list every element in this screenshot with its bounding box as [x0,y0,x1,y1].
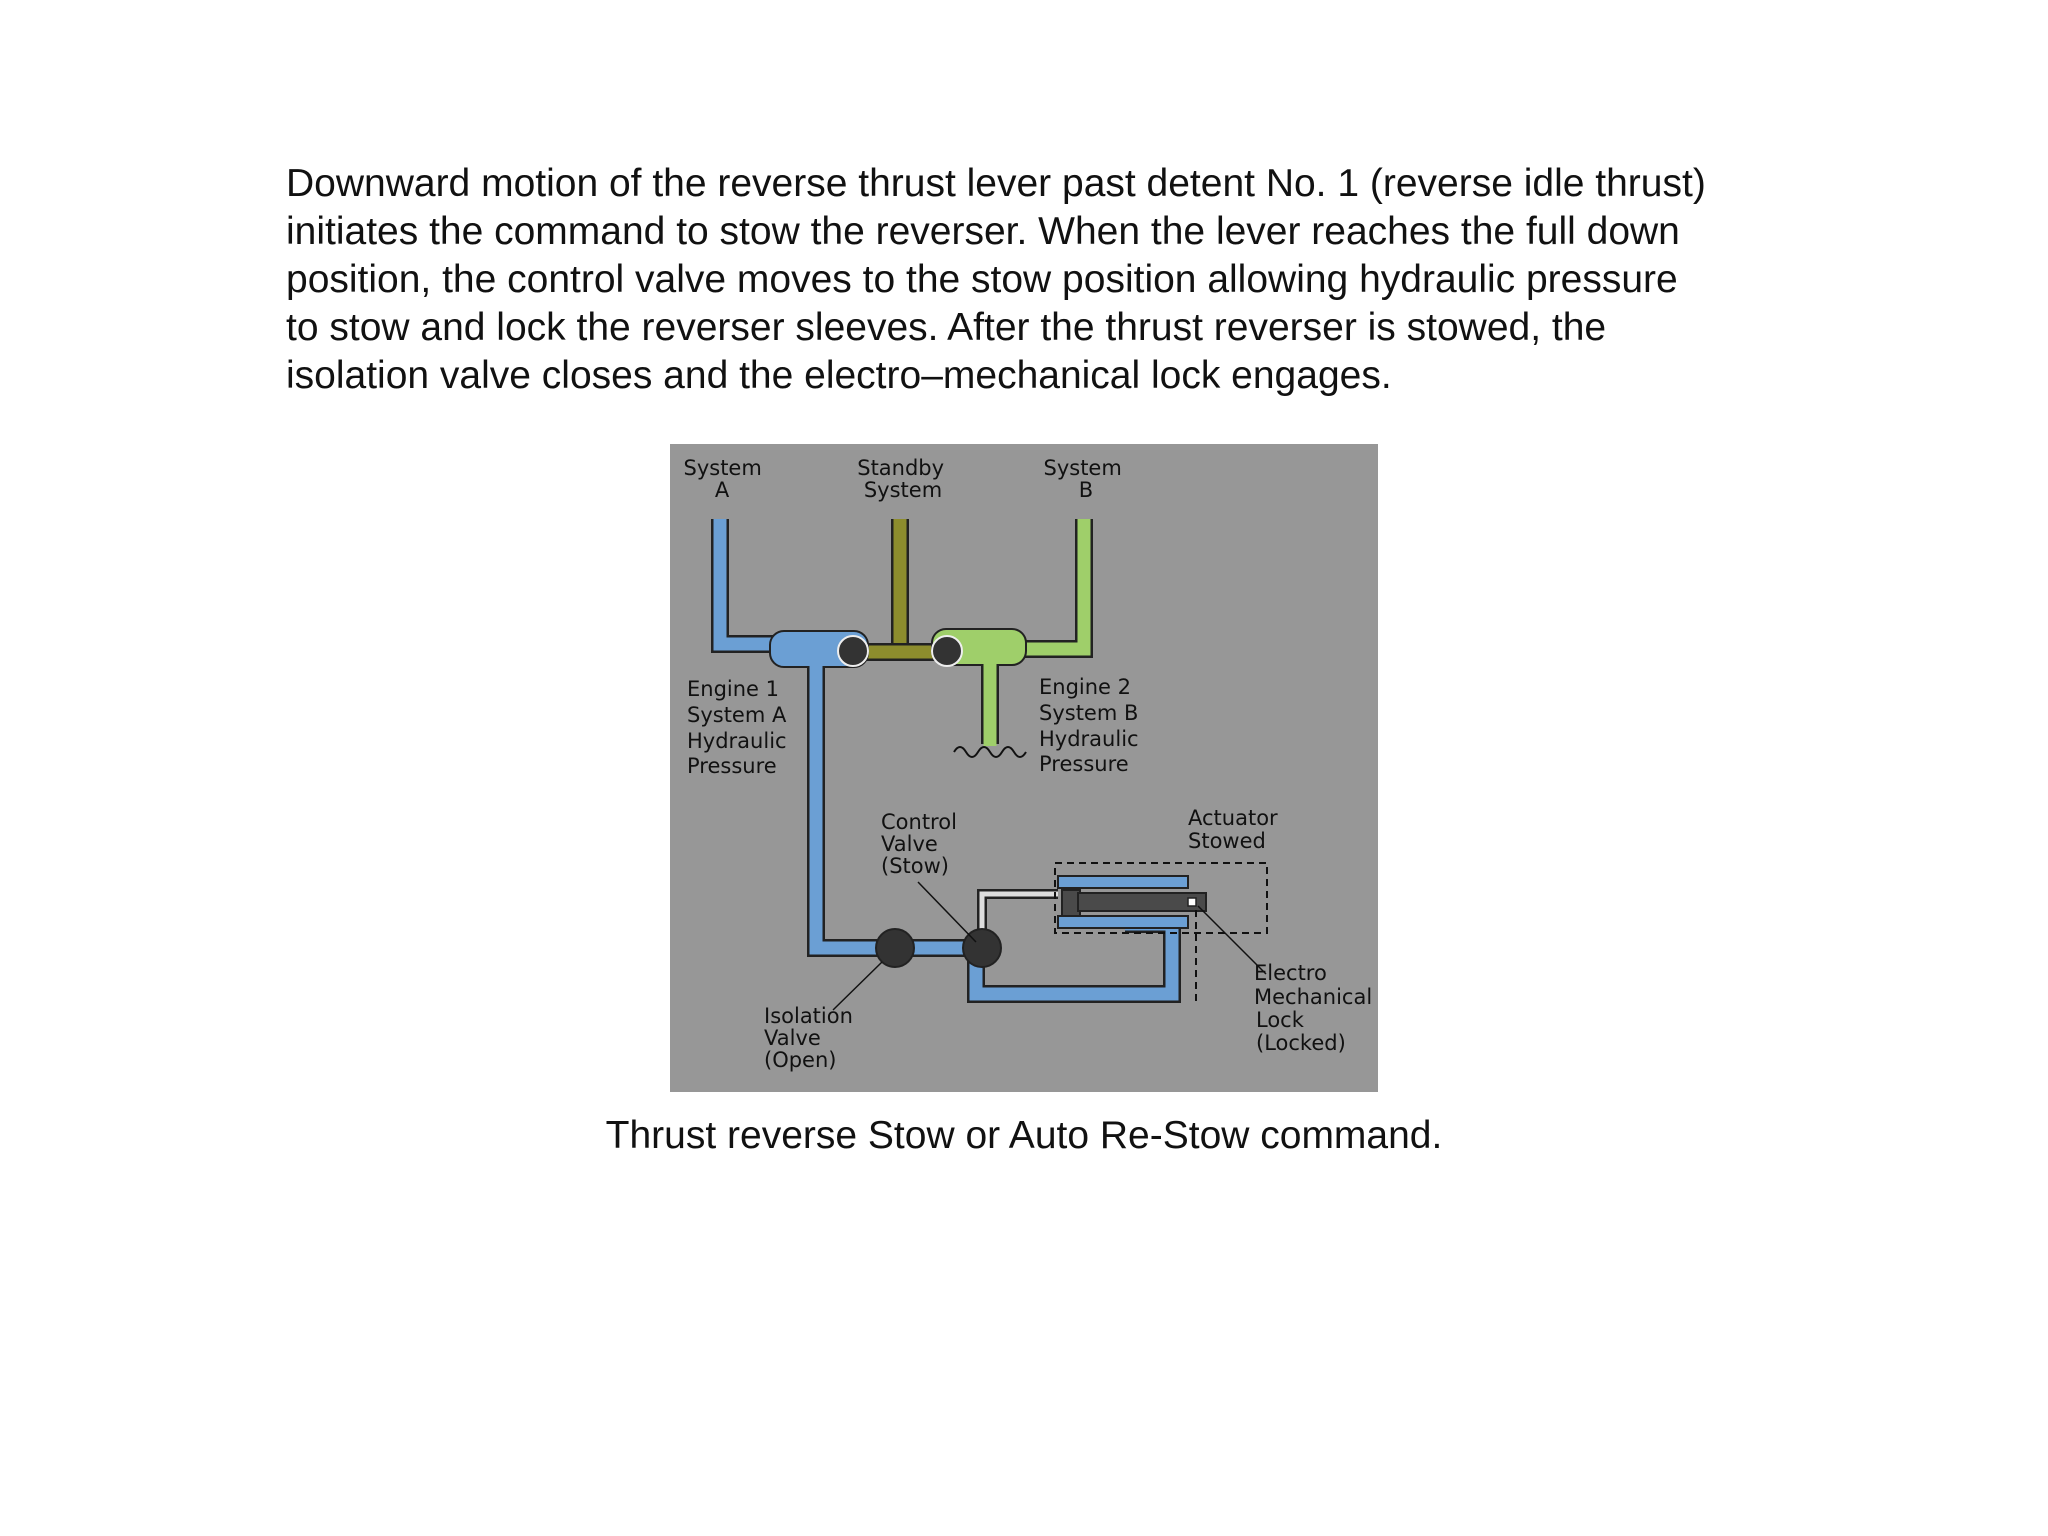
label-control-valve: Control Valve (Stow) [881,810,957,878]
figure-caption: Thrust reverse Stow or Auto Re-Stow command. [605,1114,1443,1157]
label-system-b: System B [1043,456,1122,502]
hydraulic-diagram-svg [670,444,1378,1092]
label-engine1: Engine 1 System A Hydraulic Pressure [687,677,787,778]
label-standby-system: Standby System [857,456,945,502]
label-isolation-valve: Isolation Valve (Open) [764,1004,853,1072]
paragraph-line: isolation valve closes and the electro–mechanical lock engages. [286,354,1392,397]
label-engine2: Engine 2 System B Hydraulic Pressure [1039,675,1139,776]
description-paragraph [286,160,1786,400]
paragraph-line: position, the control valve moves to the stow position allowing hydraulic pressure [286,258,1678,301]
paragraph-line: initiates the command to stow the reverser. When the lever reaches the full down [286,210,1680,253]
label-em-lock: Electro Mechanical Lock (Locked) [1254,961,1373,1055]
hydraulic-diagram [670,444,1378,1092]
isolation-valve [876,929,914,967]
check-valve-b [932,636,962,666]
check-valve-a [838,636,868,666]
label-system-a: System A [683,456,762,502]
paragraph-line: Downward motion of the reverse thrust lever past detent No. 1 (reverse idle thrust) [286,162,1706,205]
label-actuator: Actuator Stowed [1188,806,1278,853]
paragraph-line: to stow and lock the reverser sleeves. After the thrust reverser is stowed, the [286,306,1607,349]
